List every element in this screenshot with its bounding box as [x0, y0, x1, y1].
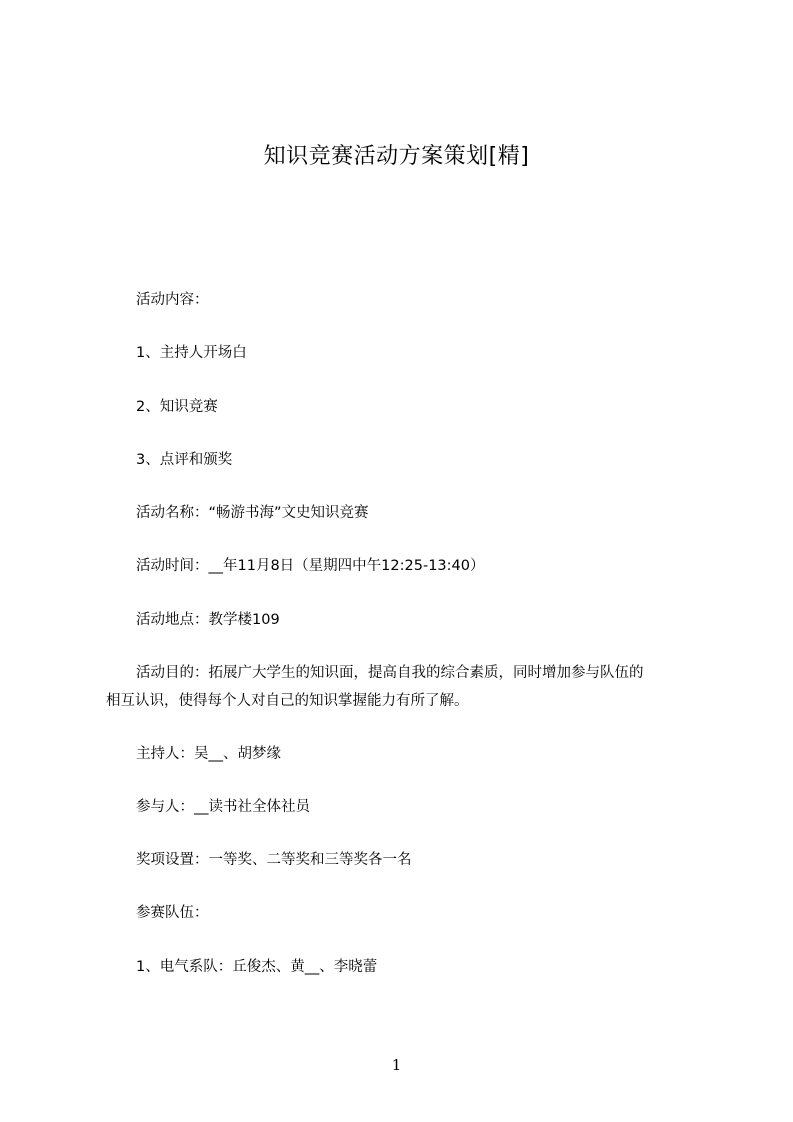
text-line: 活动地点：教学楼109 — [136, 612, 280, 628]
text-line: 活动内容： — [136, 292, 209, 308]
document-title: 知识竞赛活动方案策划[精] — [263, 144, 530, 169]
purpose-line-2: 相互认识，使得每个人对自己的知识掌握能力有所了解。 — [106, 693, 469, 709]
text-line: 参与人：__读书社全体社员 — [136, 799, 310, 815]
text-line: 活动名称：“畅游书海”文史知识竞赛 — [136, 505, 369, 521]
text-line: 1、电气系队：丘俊杰、黄__、李晓蕾 — [136, 959, 378, 975]
text-line: 1、主持人开场白 — [136, 345, 247, 361]
purpose-line-1: 活动目的：拓展广大学生的知识面，提高自我的综合素质，同时增加参与队伍的 — [136, 665, 644, 681]
page-number: 1 — [391, 1056, 402, 1074]
text-line: 2、知识竞赛 — [136, 399, 218, 415]
text-line: 奖项设置：一等奖、二等奖和三等奖各一名 — [136, 852, 412, 868]
text-line: 主持人：吴__、胡梦缘 — [136, 746, 281, 762]
text-line: 3、点评和颁奖 — [136, 452, 233, 468]
purpose-paragraph — [106, 659, 716, 715]
text-line: 参赛队伍： — [136, 905, 209, 921]
text-line: 活动时间：__年11月8日（星期四中午12:25-13:40） — [136, 558, 485, 574]
